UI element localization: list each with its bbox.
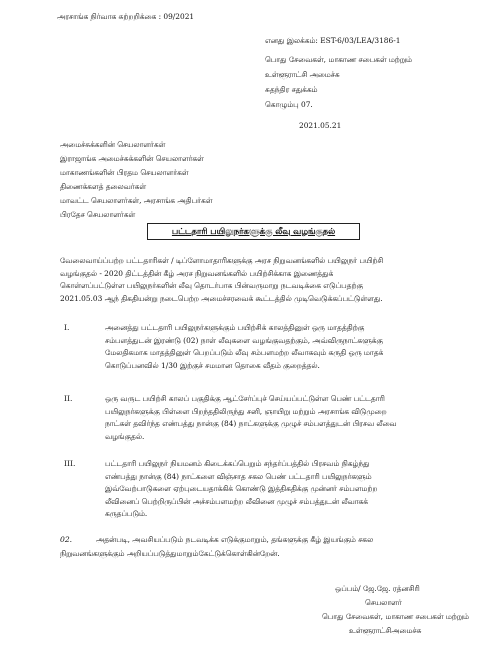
item-line: கொடுப்பனவில் 1/30 இற்குச் சமமான தொகை வீதம் குறைத்தல். (105, 360, 320, 370)
item-line: எண்பத்து நான்கு (84) நாட்களை விஞ்சாத சகல பெண் பட்டதாரி பயிலுநர்களும் (105, 471, 372, 481)
item-paragraph (105, 393, 453, 443)
signatory-ministry-line: பொது சேவைகள், மாகாண சபைகள் மற்றும் (322, 612, 469, 621)
item-line: கருதப்படும். (105, 509, 148, 519)
intro-line: 2021.05.03 ஆந் திகதியன்று நடைபெற்ற அமைச்சரவைக் கூட்டத்தில் முடிவெடுக்கப்பட்டுள்ளது. (60, 293, 383, 303)
ministry-line: பொது சேவைகள், மாகாண சபைகள் மற்றும் (265, 55, 412, 64)
signed-by: ஒப்பம்/ ஜே.ஜே. ரத்னசிரி (335, 584, 420, 593)
ministry-line: சுதந்திர சதுக்கம் (265, 85, 318, 94)
addressee-line: திணைக்களத் தலைவர்கள் (60, 182, 147, 191)
signatory-ministry-line: உள்ளூராட்சிஅமைச்சு (349, 626, 422, 635)
item-line: நாட்கள் தவிர்ந்த எண்பத்து நான்கு (84) நாட்களுக்கு முழுச் சம்பளத்துடன் பிரசவ லீவை (105, 419, 397, 429)
closing-paragraph-continued (60, 548, 452, 561)
item-line: வழங்குதல். (105, 431, 145, 441)
addressee-line: இராஜாங்க அமைச்சுக்களின் செயலாளர்கள் (60, 154, 204, 163)
addressee-line: பிரதேச செயலாளர்கள் (60, 210, 136, 219)
item-line: சம்பளத்துடன் இரண்டு (02) நாள் லீவுகளை வழங்குவதற்கும், அவ்விருநாட்களுக்கு (105, 335, 383, 345)
item-line: லீவினைப் பெற்றிருப்பின் அச்சம்பளமற்ற லீவினை முழுச் சம்பத்துடன் லீவாகக் (105, 496, 368, 506)
document-date: 2021.05.21 (299, 121, 342, 130)
item-number: II. (64, 394, 73, 403)
item-line: மேலதிகமாக மாதத்தினுள் பெறப்படும் லீவு சம்பளமற்ற லீவாகவும் கருதி ஒரு மாதக் (105, 348, 384, 358)
ministry-line: உள்ளூராட்சி அமைச்சு (265, 70, 340, 79)
closing-paragraph (96, 534, 452, 547)
signatory-designation: செயலாளர் (365, 598, 402, 607)
addressee-line: மாகாணங்களின் பிரதம செயலாளர்கள் (60, 168, 189, 177)
addressee-line: மாவட்ட செயலாளர்கள், அரசாங்க அதிபர்கள் (60, 196, 213, 205)
item-line: ஒரு வருட பயிற்சி காலப் பகுதிக்கு ஆட்சேர்ப்புச் செய்யப்பட்டுள்ள பெண் பட்டதாரி (105, 394, 385, 403)
item-number: III. (64, 459, 76, 468)
item-line: பட்டதாரி பயிலுநர் நியமனம் கிடைக்கப்பெறும் சந்தர்ப்பத்தில் பிரசவம் நிகழ்ந்து (105, 459, 370, 468)
addressee-line: அமைச்சுக்களின் செயலாளர்கள் (60, 140, 166, 149)
item-line: அனைத்து பட்டதாரி பயிலுநர்களுக்கும் பயிற்சிக் காலத்தினுள் ஒரு மாதத்திற்கு (105, 323, 365, 332)
item-line: இவ்வேற்பாடுகளை ஏற்புடையதாக்கிக் கொண்டு இத்திகதிக்கு முன்னர் சம்பளமற்ற (105, 484, 378, 494)
subject-title-box (147, 223, 360, 240)
intro-line: கொள்ளப்பட்டுள்ள பயிலுநர்களின் லீவு தொடர்பாக பின்வருமாறு நடவடிக்கை எடுப்பதற்கு (60, 281, 364, 291)
closing-line: நிறுவனங்களுக்கும் அறியப்படுத்துமாறும்கேட்டுக்கொள்கின்றேன். (60, 549, 280, 558)
ministry-line: கொழும்பு 07. (265, 100, 313, 109)
intro-paragraph (60, 255, 452, 305)
circular-number: அரசாங்க நிர்வாக சுற்றறிக்கை : 09/2021 (57, 12, 195, 21)
item-line: பயிலுநர்களுக்கு பிள்ளை பிறந்ததிலிருந்து சனி, ஞாயிறு மற்றும் அரசாங்க விடுமுறை (105, 406, 387, 416)
item-paragraph (105, 458, 453, 521)
closing-line: அதன்படி, அவசியப்படும் நடவடிக்க எடுக்குமாறும், தங்களுக்கு கீழ் இயங்கும் சகல (96, 535, 374, 544)
intro-line: வேலைவாய்ப்பற்ற பட்டதாரிகள் / டிப்ளோமாதாரிகளுக்கு அரச நிறுவனங்களில் பயிலுநர் பயிற்சி (60, 256, 384, 265)
item-paragraph (105, 322, 453, 372)
item-number: I. (64, 323, 70, 332)
intro-line: வழங்குதல் - 2020 திட்டத்தின் கீழ் அரச நிறுவனங்களில் பயிற்சிக்காக இணைத்துக் (60, 268, 334, 278)
reference-number: எனது இலக்கம்: EST-6/03/LEA/3186-1 (265, 36, 401, 45)
subject-title: பட்டதாரி பயிலுநர்களுக்கு லீவு வழங்குதல் (171, 225, 336, 236)
closing-number: 02. (60, 535, 73, 544)
